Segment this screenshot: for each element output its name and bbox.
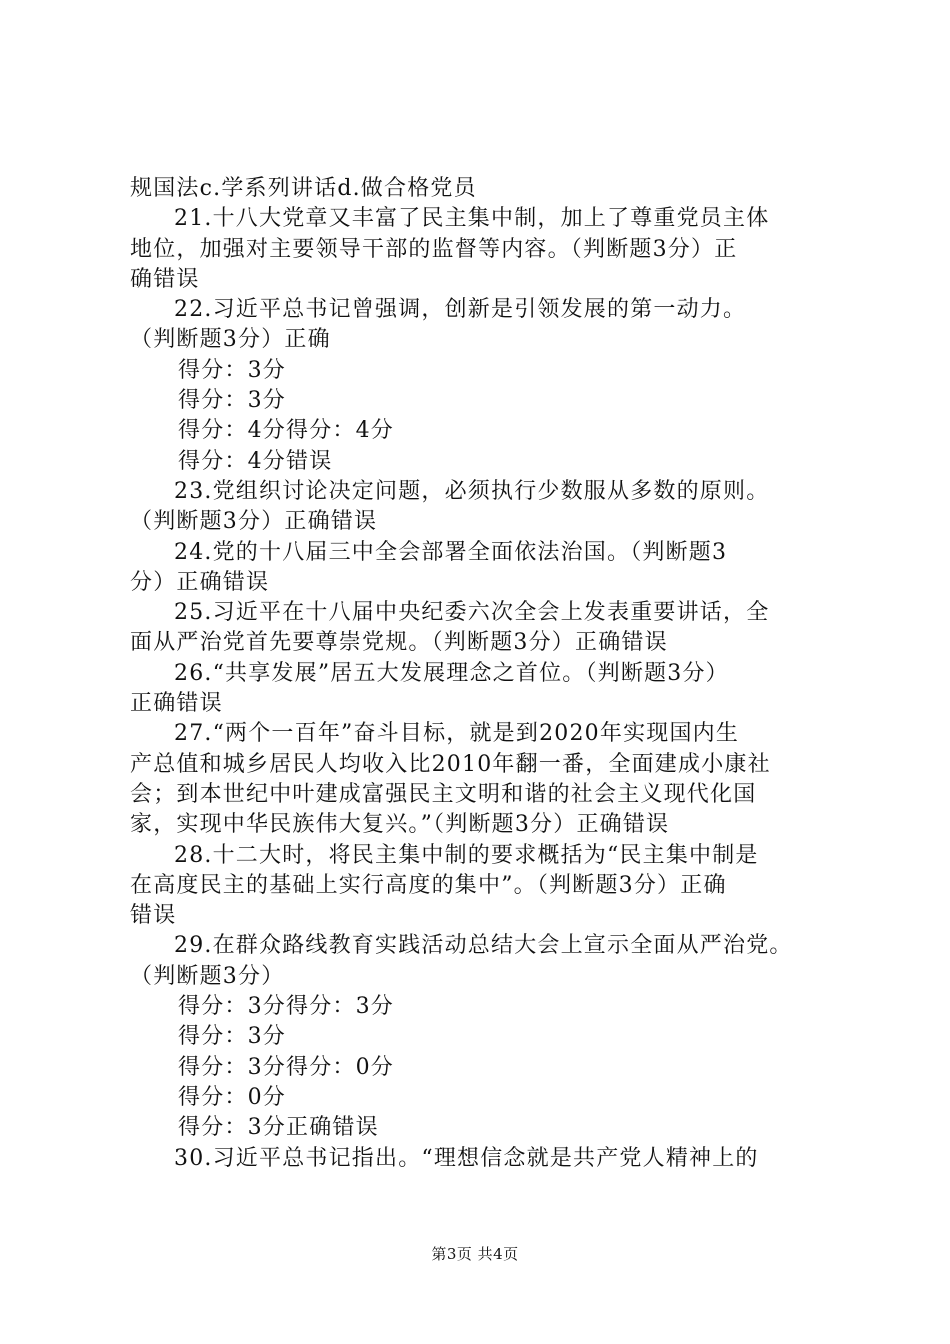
text-line: （判断题3分）: [130, 963, 285, 989]
question-27: 27.“两个一百年”奋斗目标，就是到2020年实现国内生: [174, 721, 740, 747]
score-line: 得分：3分: [178, 388, 286, 414]
text-line: 错误: [130, 903, 177, 929]
text-line: 产总值和城乡居民人均收入比2010年翻一番，全面建成小康社: [130, 751, 771, 777]
text-line: 在高度民主的基础上实行高度的集中”。（判断题3分）正确: [130, 872, 727, 898]
score-line: 得分：3分得分：3分: [178, 994, 394, 1020]
question-25: 25.习近平在十八届中央纪委六次全会上发表重要讲话，全: [174, 600, 770, 626]
question-26: 26.“共享发展”居五大发展理念之首位。（判断题3分）: [174, 660, 729, 686]
text-line: 面从严治党首先要尊崇党规。（判断题3分）正确错误: [130, 630, 668, 656]
score-line: 得分：0分: [178, 1084, 286, 1110]
score-line: 得分：4分得分：4分: [178, 418, 394, 444]
question-24: 24.党的十八届三中全会部署全面依法治国。（判断题3: [174, 539, 728, 565]
question-22: 22.习近平总书记曾强调，创新是引领发展的第一动力。: [174, 297, 747, 323]
score-line: 得分：3分: [178, 357, 286, 383]
text-line: 确错误: [130, 266, 200, 292]
score-line: 得分：4分错误: [178, 448, 333, 474]
text-line: （判断题3分）正确: [130, 327, 331, 353]
text-line: 正确错误: [130, 691, 223, 717]
text-line: （判断题3分）正确错误: [130, 509, 378, 535]
score-line: 得分：3分得分：0分: [178, 1054, 394, 1080]
page-footer: 第3页 共4页: [431, 1245, 519, 1263]
question-28: 28.十二大时，将民主集中制的要求概括为“民主集中制是: [174, 842, 759, 868]
text-line: 规国法c.学系列讲话d.做合格党员: [130, 176, 477, 201]
text-line: 家，实现中华民族伟大复兴。”（判断题3分）正确错误: [130, 812, 670, 838]
score-line: 得分：3分正确错误: [178, 1115, 379, 1141]
question-23: 23.党组织讨论决定问题，必须执行少数服从多数的原则。: [174, 478, 770, 504]
score-line: 得分：3分: [178, 1024, 286, 1050]
document-body: [130, 174, 835, 1174]
question-30: 30.习近平总书记指出。“理想信念就是共产党人精神上的: [174, 1145, 759, 1171]
question-29: 29.在群众路线教育实践活动总结大会上宣示全面从严治党。: [174, 933, 793, 959]
text-line: 分）正确错误: [130, 569, 270, 595]
text-line: 会；到本世纪中叶建成富强民主文明和谐的社会主义现代化国: [130, 781, 757, 807]
text-line: 地位，加强对主要领导干部的监督等内容。（判断题3分）正: [130, 236, 738, 262]
question-21: 21.十八大党章又丰富了民主集中制，加上了尊重党员主体: [174, 206, 770, 232]
